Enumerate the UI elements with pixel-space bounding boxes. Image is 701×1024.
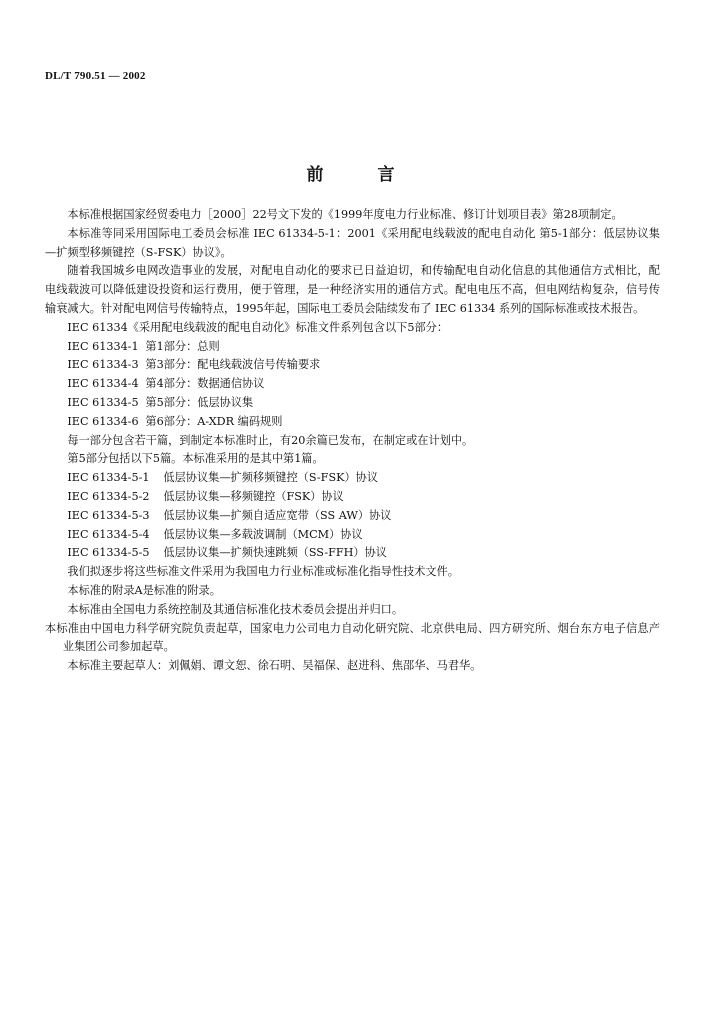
- part-code: IEC 61334-4: [67, 377, 139, 391]
- list-item: [45, 375, 660, 394]
- sub-part-code: IEC 61334-5-1: [67, 471, 150, 485]
- list-item: [45, 338, 660, 357]
- sub-part-code: IEC 61334-5-4: [67, 527, 150, 541]
- paragraph: 每一部分包含若干篇，到制定本标准时止，有20余篇已发布，在制定或在计划中。: [67, 433, 474, 447]
- paragraph: 本标准由全国电力系统控制及其通信标准化技术委员会提出并归口。: [67, 602, 404, 616]
- paragraph: 本标准根据国家经贸委电力［2000］22号文下发的《1999年度电力行业标准、修订计划项目表》第28项制定。: [67, 208, 623, 221]
- sub-part-desc: 低层协议集—扩频快速跳频（SS-FFH）协议: [163, 546, 387, 560]
- standard-code: DL/T 790.51 — 2002: [45, 70, 146, 82]
- document-body: [45, 206, 660, 676]
- part-desc: 第6部分：A-XDR 编码规则: [145, 414, 283, 428]
- sub-part-desc: 低层协议集—多载波调制（MCM）协议: [163, 527, 363, 541]
- paragraph: 本标准主要起草人：刘佩娟、谭文恕、徐石明、吴福保、赵进科、焦邵华、马君华。: [67, 659, 482, 673]
- list-item: [45, 544, 660, 563]
- page-title: 前言: [306, 165, 449, 185]
- part-code: IEC 61334-3: [67, 358, 139, 372]
- list-item: [45, 469, 660, 488]
- paragraph: 我们拟逐步将这些标准文件采用为我国电力行业标准或标准化指导性技术文件。: [67, 565, 459, 579]
- part-desc: 第5部分：低层协议集: [145, 395, 254, 409]
- sub-part-code: IEC 61334-5-5: [67, 546, 150, 560]
- paragraph: IEC 61334《采用配电线载波的配电自动化》标准文件系列包含以下5部分：: [67, 320, 449, 334]
- list-item: [45, 507, 660, 526]
- sub-part-desc: 低层协议集—扩频移频键控（S-FSK）协议: [163, 471, 379, 485]
- list-item: [45, 356, 660, 375]
- part-code: IEC 61334-1: [67, 339, 139, 353]
- list-item: [45, 488, 660, 507]
- paragraph: 第5部分包括以下5篇。本标准采用的是其中第1篇。: [67, 452, 324, 466]
- part-desc: 第1部分：总则: [145, 339, 220, 353]
- sub-part-code: IEC 61334-5-3: [67, 508, 150, 522]
- part-code: IEC 61334-6: [67, 414, 139, 428]
- part-desc: 第4部分：数据通信协议: [145, 377, 265, 391]
- paragraph: 本标准由中国电力科学研究院负责起草，国家电力公司电力自动化研究院、北京供电局、四方研究所、烟台东方电子信息产业集团公司参加起草。: [45, 621, 660, 654]
- sub-part-desc: 低层协议集—移频键控（FSK）协议: [163, 489, 344, 503]
- paragraph: 本标准等同采用国际电工委员会标准 IEC 61334-5-1：2001《采用配电线载波的配电自动化 第5-1部分：低层协议集—扩频型移频键控（S-FSK）协议》。: [45, 226, 660, 259]
- part-code: IEC 61334-5: [67, 395, 139, 409]
- sub-part-code: IEC 61334-5-2: [67, 489, 150, 503]
- list-item: [45, 394, 660, 413]
- list-item: [45, 413, 660, 432]
- list-item: [45, 526, 660, 545]
- paragraph: 随着我国城乡电网改造事业的发展，对配电自动化的要求已日益迫切，和传输配电自动化信息的其他通信方式相比，配电线载波可以降低建设投资和运行费用，便于管理，是一种经济实用的通信方式。配电电压不高，但电网结构复杂，信号传输衰减大。针对配电网信号传输特点，1995年起，国际电工委员会陆续发布了 IEC 61334 系列的国际标准或技术报告。: [45, 264, 660, 315]
- paragraph: 本标准的附录A是标准的附录。: [67, 583, 221, 597]
- part-desc: 第3部分：配电线载波信号传输要求: [145, 358, 321, 372]
- sub-part-desc: 低层协议集—扩频自适应宽带（SS AW）协议: [163, 508, 392, 522]
